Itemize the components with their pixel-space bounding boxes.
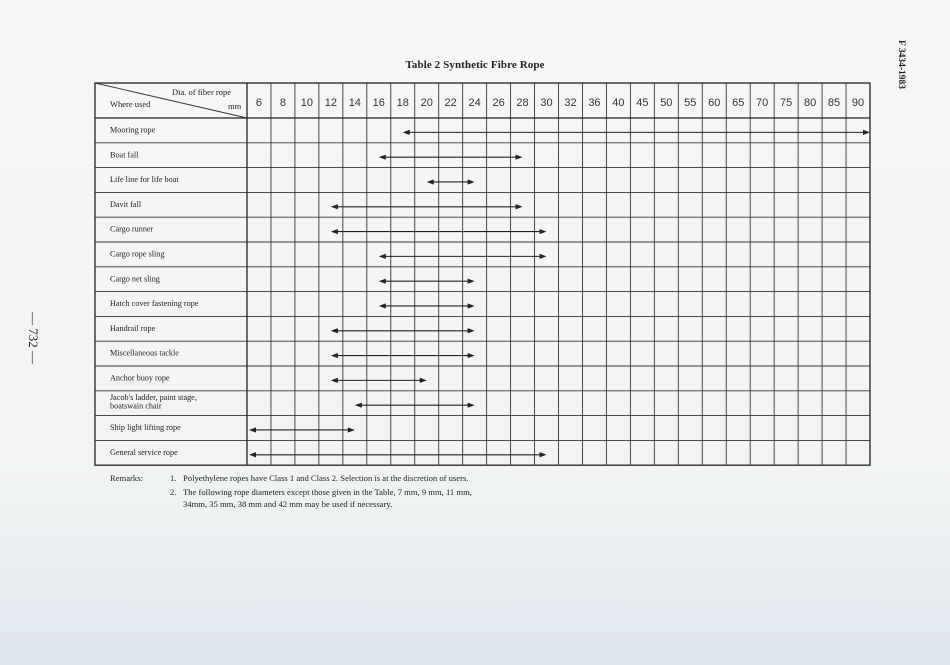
row-label: Boat fall — [110, 150, 139, 160]
remarks-label: Remarks: — [110, 473, 143, 483]
range-arrow-head-left — [331, 328, 338, 333]
diameter-header: 16 — [372, 97, 385, 109]
diameter-header: 12 — [324, 97, 337, 109]
range-arrow-head-right — [540, 254, 547, 259]
range-arrow-head-left — [355, 403, 362, 408]
diameter-header: 22 — [444, 97, 457, 109]
remark-number: 2. — [170, 487, 177, 497]
header-where-used-label: Where used — [110, 99, 151, 109]
diameter-header: 40 — [612, 97, 625, 109]
row-label: Anchor buoy rope — [110, 373, 170, 383]
diameter-header: 60 — [708, 97, 721, 109]
range-arrow-head-right — [348, 427, 355, 432]
diameter-header: 30 — [540, 97, 553, 109]
range-arrow-head-right — [468, 279, 475, 284]
range-arrow-head-left — [379, 155, 386, 160]
range-arrow-head-right — [516, 155, 523, 160]
diameter-header: 55 — [684, 97, 697, 109]
range-arrow-head-left — [379, 254, 386, 259]
row-label: Mooring rope — [110, 125, 156, 135]
page-number: — 732 — — [26, 312, 41, 364]
row-label: Jacob's ladder, paint stage, — [110, 392, 197, 402]
diameter-header: 45 — [636, 97, 649, 109]
diameter-header: 85 — [827, 97, 841, 109]
diameter-header: 32 — [564, 97, 577, 109]
remark-line: The following rope diameters except those given in the Table, 7 mm, 9 mm, 11 mm, — [183, 487, 472, 497]
range-arrow-head-right — [468, 353, 475, 358]
range-arrow-head-right — [468, 179, 475, 184]
remark-line: Polyethylene ropes have Class 1 and Class 2. Selection is at the discretion of users. — [183, 473, 469, 483]
diameter-header: 50 — [660, 97, 673, 109]
range-arrow-head-right — [420, 378, 427, 383]
standard-code: F 3434-1983 — [896, 40, 906, 89]
remark-number: 1. — [170, 473, 177, 483]
range-arrow-head-left — [331, 204, 338, 209]
diameter-header: 20 — [420, 97, 433, 109]
range-arrow-head-right — [468, 328, 475, 333]
range-arrow-head-left — [331, 229, 338, 234]
row-label: Cargo net sling — [110, 274, 160, 284]
range-arrow-head-right — [468, 303, 475, 308]
diameter-header: 26 — [492, 97, 505, 109]
diameter-header: 18 — [396, 97, 409, 109]
range-arrow-head-left — [249, 427, 256, 432]
row-label: Cargo rope sling — [110, 249, 165, 259]
range-arrow-head-right — [468, 403, 475, 408]
row-label: boatswain chair — [110, 401, 162, 411]
row-label: Life line for life boat — [110, 175, 179, 185]
diameter-header: 14 — [348, 97, 361, 109]
header-diameter-label: Dia. of fiber rope — [172, 87, 232, 97]
row-label: Davit fall — [110, 199, 142, 209]
range-arrow-head-left — [403, 130, 410, 135]
remark-text — [183, 487, 583, 510]
range-arrow-head-left — [249, 452, 256, 457]
remark-text — [183, 473, 583, 485]
diameter-header: 8 — [279, 97, 287, 109]
row-label: Miscellaneous tackle — [110, 348, 179, 358]
diameter-header: 65 — [732, 97, 745, 109]
diameter-header: 36 — [588, 97, 601, 109]
range-arrow-head-left — [379, 303, 386, 308]
diameter-header: 75 — [780, 97, 793, 109]
range-arrow-head-right — [540, 229, 547, 234]
range-arrow-head-right — [863, 130, 870, 135]
diameter-header: 80 — [803, 97, 817, 109]
row-label: Ship light lifting rope — [110, 423, 181, 433]
diameter-header: 70 — [756, 97, 769, 109]
range-arrow-head-left — [331, 378, 338, 383]
range-arrow-head-left — [379, 279, 386, 284]
range-arrow-head-left — [427, 179, 434, 184]
table-frame — [95, 83, 870, 465]
range-arrow-head-right — [516, 204, 523, 209]
row-label: Hatch cover fastening rope — [110, 299, 199, 309]
range-arrow-head-left — [331, 353, 338, 358]
row-label: Cargo runner — [110, 224, 154, 234]
diameter-header: 90 — [851, 97, 865, 109]
remark-line: 34mm, 35 mm, 38 mm and 42 mm may be used if necessary. — [183, 498, 393, 509]
header-unit-label: mm — [228, 101, 242, 111]
row-label: General service rope — [110, 447, 178, 457]
diameter-header: 6 — [255, 97, 263, 109]
table-title: Table 2 Synthetic Fibre Rope — [405, 59, 545, 71]
row-label: Handrail rope — [110, 323, 156, 333]
range-arrow-head-right — [540, 452, 547, 457]
diameter-header: 10 — [300, 97, 314, 109]
diameter-header: 28 — [516, 97, 529, 109]
diameter-header: 24 — [468, 97, 481, 109]
